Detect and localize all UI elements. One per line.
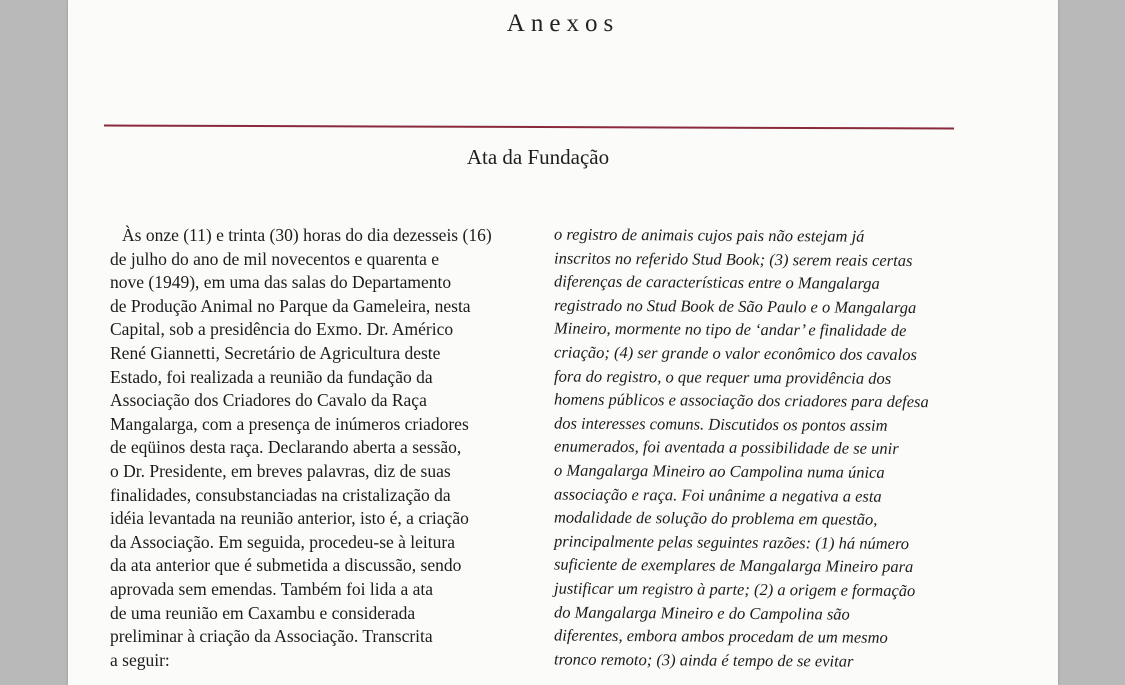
text-line: Mangalarga, com a presença de inúmeros criadores [110,413,469,434]
text-line: Mineiro, mormente no tipo de ‘andar’ e finalidade de [554,318,907,341]
text-line: da ata anterior que é submetida a discussão, sendo [110,555,462,576]
text-line: dos interesses comuns. Discutidos os pontos assim [554,413,888,435]
text-line: de uma reunião em Caxambu e considerada [110,602,416,623]
text-line: principalmente pelas seguintes razões: (1) há número [554,531,909,553]
text-line: aprovada sem emendas. Também foi lida a ata [110,578,434,599]
text-line: nove (1949), em uma das salas do Departamento [110,272,452,293]
text-line: suficiente de exemplares de Mangalarga Mineiro para [554,554,914,577]
text-line: idéia levantada na reunião anterior, isto é, a criação [110,508,469,529]
text-line: enumerados, foi aventada a possibilidade de se unir [554,436,899,459]
text-line: Às onze (11) e trinta (30) horas do dia dezesseis (16) [122,225,492,245]
text-line: René Giannetti, Secretário de Agricultura deste [110,342,441,363]
text-line: justificar um registro à parte; (2) a origem e formação [554,578,916,600]
text-line: homens públicos e associação dos criadores para defesa [554,389,929,412]
text-line: Capital, sob a presidência do Exmo. Dr. Américo [110,319,454,340]
text-line: criação; (4) ser grande o valor econômico dos cavalos [554,342,917,365]
text-line: fora do registro, o que requer uma providência dos [554,366,892,388]
text-line: o registro de animais cujos pais não estejam já [554,224,865,246]
running-head: Anexos [506,10,620,37]
text-line: de eqüinos desta raça. Declarando aberta a sessão, [110,437,462,458]
text-line: diferenças de características entre o Mangalarga [554,271,880,293]
text-line: associação e raça. Foi unânime a negativa a esta [554,484,882,506]
text-line: registrado no Stud Book de São Paulo e o Mangalarga [554,295,917,317]
text-line: diferentes, embora ambos procedam de um mesmo [554,625,888,647]
text-line: de Produção Animal no Parque da Gameleira, nesta [110,295,471,316]
text-line: preliminar à criação da Associação. Transcrita [110,626,433,647]
text-line: modalidade de solução do problema em questão, [554,507,878,529]
text-line: da Associação. Em seguida, procedeu-se à leitura [110,531,456,552]
text-line: o Dr. Presidente, em breves palavras, diz de suas [110,460,451,481]
text-line: tronco remoto; (3) ainda é tempo de se evitar [554,649,854,671]
text-line: finalidades, consubstanciadas na cristalização da [110,484,451,505]
right-column [554,224,974,672]
section-title: Ata da Fundação [466,145,610,169]
text-line: o Mangalarga Mineiro ao Campolina numa única [554,460,885,482]
text-line: de julho do ano de mil novecentos e quarenta e [110,248,439,269]
left-column [110,224,540,672]
text-line: a seguir: [110,649,170,670]
text-line: Associação dos Criadores do Cavalo da Raça [110,390,427,411]
text-line: Estado, foi realizada a reunião da fundação da [110,366,433,387]
text-line: inscritos no referido Stud Book; (3) serem reais certas [554,248,913,270]
section-rule [104,125,954,130]
text-line: do Mangalarga Mineiro e do Campolina são [554,602,850,624]
document-page [68,0,1058,685]
